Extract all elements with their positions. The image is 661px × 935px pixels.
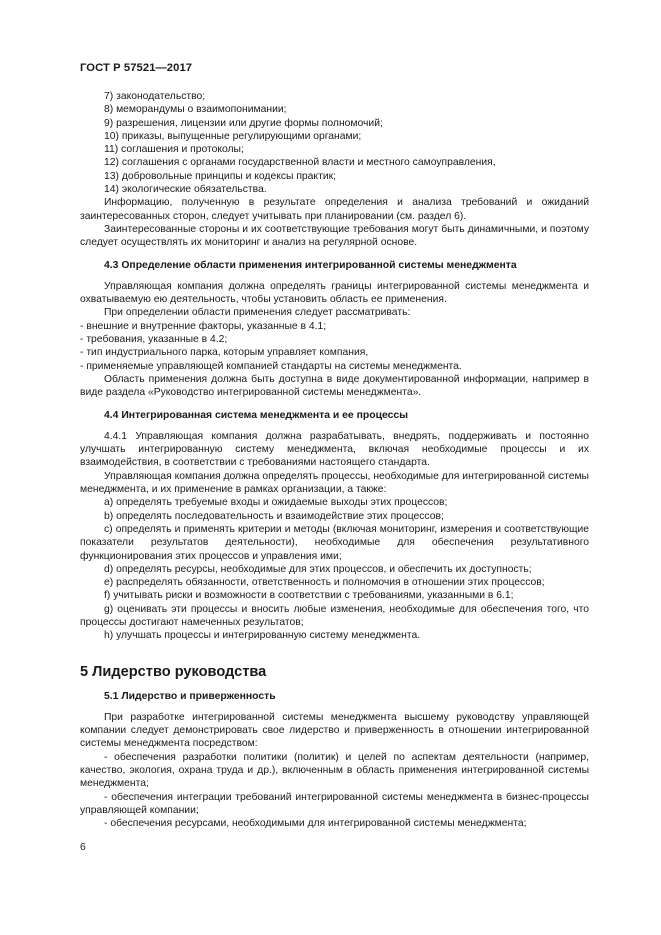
list-item: e) распределять обязанности, ответственность и полномочия в отношении этих процессов; [104, 577, 545, 589]
paragraph: Область применения должна быть доступна в виде документированной информации, например в виде раздела «Руководство интегрированной системы менеджмента». [80, 373, 589, 399]
bullet-item: - обеспечения разработки политики (политик) и целей по аспектам деятельности (например, качество, экология, охрана труда и др.), включенным в область применения интегрированной системы менеджмента; [80, 751, 589, 790]
page-body [80, 90, 589, 831]
bullet-item: - требования, указанные в 4.2; [80, 334, 228, 346]
list-item: 14) экологические обязательства. [104, 184, 267, 196]
bullet-item: - обеспечения ресурсами, необходимыми для интегрированной системы менеджмента; [104, 818, 527, 830]
list-item: 10) приказы, выпущенные регулирующими органами; [104, 130, 362, 142]
section-heading-5: 5 Лидерство руководства [80, 663, 267, 680]
list-item: 9) разрешения, лицензии или другие формы полномочий; [104, 117, 383, 129]
bullet-item: - тип индустриального парка, которым управляет компания, [80, 347, 369, 359]
paragraph: Заинтересованные стороны и их соответствующие требования могут быть динамичными, и поэтому следует осуществлять их мониторинг и анализ на регулярной основе. [80, 223, 589, 249]
list-item: b) определять последовательность и взаимодействие этих процессов; [104, 510, 444, 522]
section-heading-4-3: 4.3 Определение области применения интегрированной системы менеджмента [104, 259, 517, 271]
paragraph: Управляющая компания должна определять процессы, необходимые для интегрированной системы менеджмента, и их применение в рамках организации, а также: [80, 470, 589, 496]
list-item: h) улучшать процессы и интегрированную систему менеджмента. [104, 630, 421, 642]
paragraph: Информацию, полученную в результате определения и анализа требований и ожиданий заинтересованных сторон, следует учитывать при планировании (см. раздел 6). [80, 197, 589, 222]
list-item: 8) меморандумы о взаимопонимании; [104, 104, 287, 116]
document-code-header: ГОСТ Р 57521—2017 [80, 62, 193, 74]
list-item: f) учитывать риски и возможности в соответствии с требованиями, указанными в 6.1; [104, 590, 514, 602]
paragraph: Управляющая компания должна определять границы интегрированной системы менеджмента и охватываемую ею деятельность, чтобы установить область ее применения. [80, 280, 589, 306]
list-item: d) определять ресурсы, необходимые для этих процессов, и обеспечить их доступность; [104, 563, 532, 575]
paragraph: При разработке интегрированной системы менеджмента высшему руководству управляющей компании следует демонстрировать свое лидерство и приверженность в отношении интегрированной системы менеджмента посредством: [80, 711, 589, 750]
list-item: g) оценивать эти процессы и вносить любые изменения, необходимые для обеспечения того, что процессы достигают намеченных результатов; [80, 603, 589, 628]
list-item: a) определять требуемые входы и ожидаемые выходы этих процессов; [104, 497, 448, 509]
section-heading-5-1: 5.1 Лидерство и приверженность [104, 690, 276, 702]
page-number: 6 [80, 842, 86, 853]
paragraph: При определении области применения следует рассматривать: [104, 307, 411, 319]
section-heading-4-4: 4.4 Интегрированная система менеджмента и ее процессы [104, 409, 409, 421]
list-item: 12) соглашения с органами государственной власти и местного самоуправления, [104, 157, 496, 169]
list-item: 7) законодательство; [104, 91, 206, 102]
bullet-item: - внешние и внутренние факторы, указанные в 4.1; [80, 320, 327, 332]
paragraph: 4.4.1 Управляющая компания должна разрабатывать, внедрять, поддерживать и постоянно улучшать интегрированную систему менеджмента, включая необходимые процессы и их взаимодействия, в соответствии с требованиями настоящего стандарта. [80, 430, 589, 469]
list-item: 13) добровольные принципы и кодексы практик; [104, 170, 336, 182]
bullet-item: - обеспечения интеграции требований интегрированной системы менеджмента в бизнес-процессы управляющей компании; [80, 791, 589, 816]
bullet-item: - применяемые управляющей компанией стандарты на системы менеджмента. [80, 360, 462, 372]
list-item: c) определять и применять критерии и методы (включая мониторинг, измерения и соответствующие показатели результатов деятельности), необходимые для обеспечения результативного функционирования этих процессов и управления ими; [80, 523, 589, 562]
list-item: 11) соглашения и протоколы; [104, 144, 244, 156]
